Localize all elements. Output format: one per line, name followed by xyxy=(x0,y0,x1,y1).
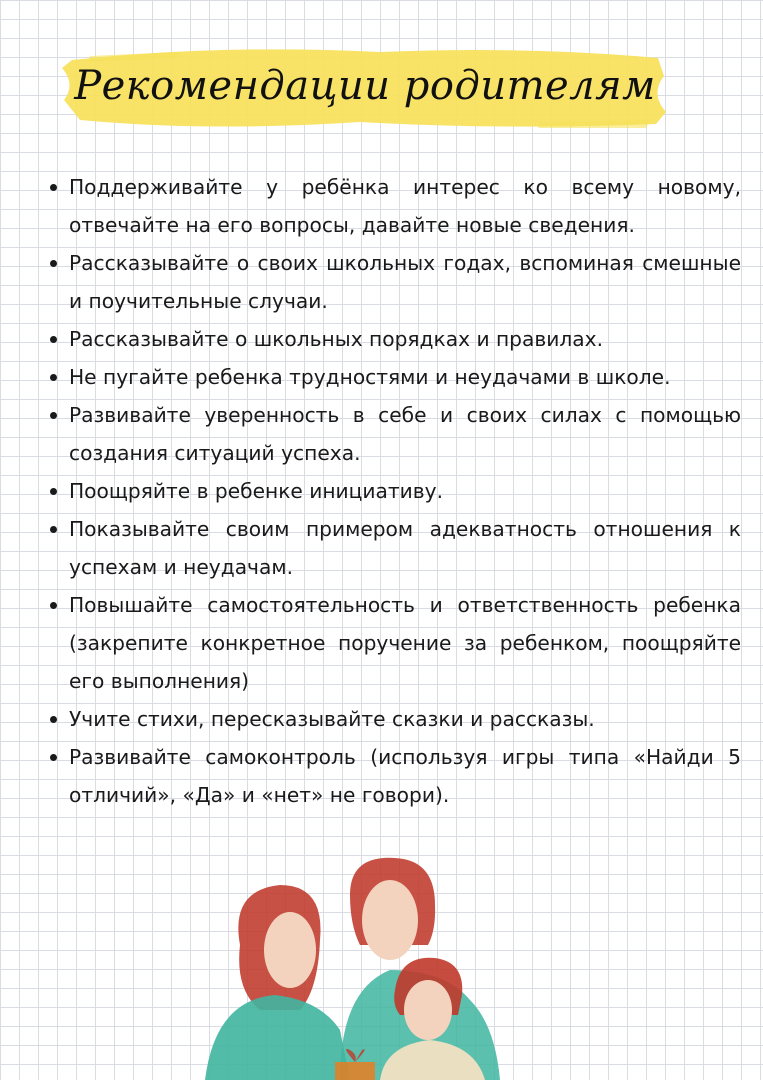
list-item: Развивайте уверенность в себе и своих силах с помощью создания ситуаций успеха. xyxy=(44,396,741,472)
family-watercolor-icon xyxy=(200,850,540,1080)
list-item: Повышайте самостоятельность и ответственность ребенка (закрепите конкретное поручение за ребенком, поощряйте его выполнения) xyxy=(44,586,741,700)
recommendations-list xyxy=(44,168,741,814)
list-item: Показывайте своим примером адекватность отношения к успехам и неудачам. xyxy=(44,510,741,586)
list-item: Рассказывайте о своих школьных годах, вспоминая смешные и поучительные случаи. xyxy=(44,244,741,320)
list-item: Поддерживайте у ребёнка интерес ко всему новому, отвечайте на его вопросы, давайте новые сведения. xyxy=(44,168,741,244)
list-item: Рассказывайте о школьных порядках и правилах. xyxy=(44,320,741,358)
title-banner xyxy=(60,38,670,134)
list-item: Поощряйте в ребенке инициативу. xyxy=(44,472,741,510)
list-item: Учите стихи, пересказывайте сказки и рассказы. xyxy=(44,700,741,738)
list-item: Не пугайте ребенка трудностями и неудачами в школе. xyxy=(44,358,741,396)
page-title: Рекомендации родителям xyxy=(74,63,656,109)
list-item: Развивайте самоконтроль (используя игры типа «Найди 5 отличий», «Да» и «нет» не говори). xyxy=(44,738,741,814)
